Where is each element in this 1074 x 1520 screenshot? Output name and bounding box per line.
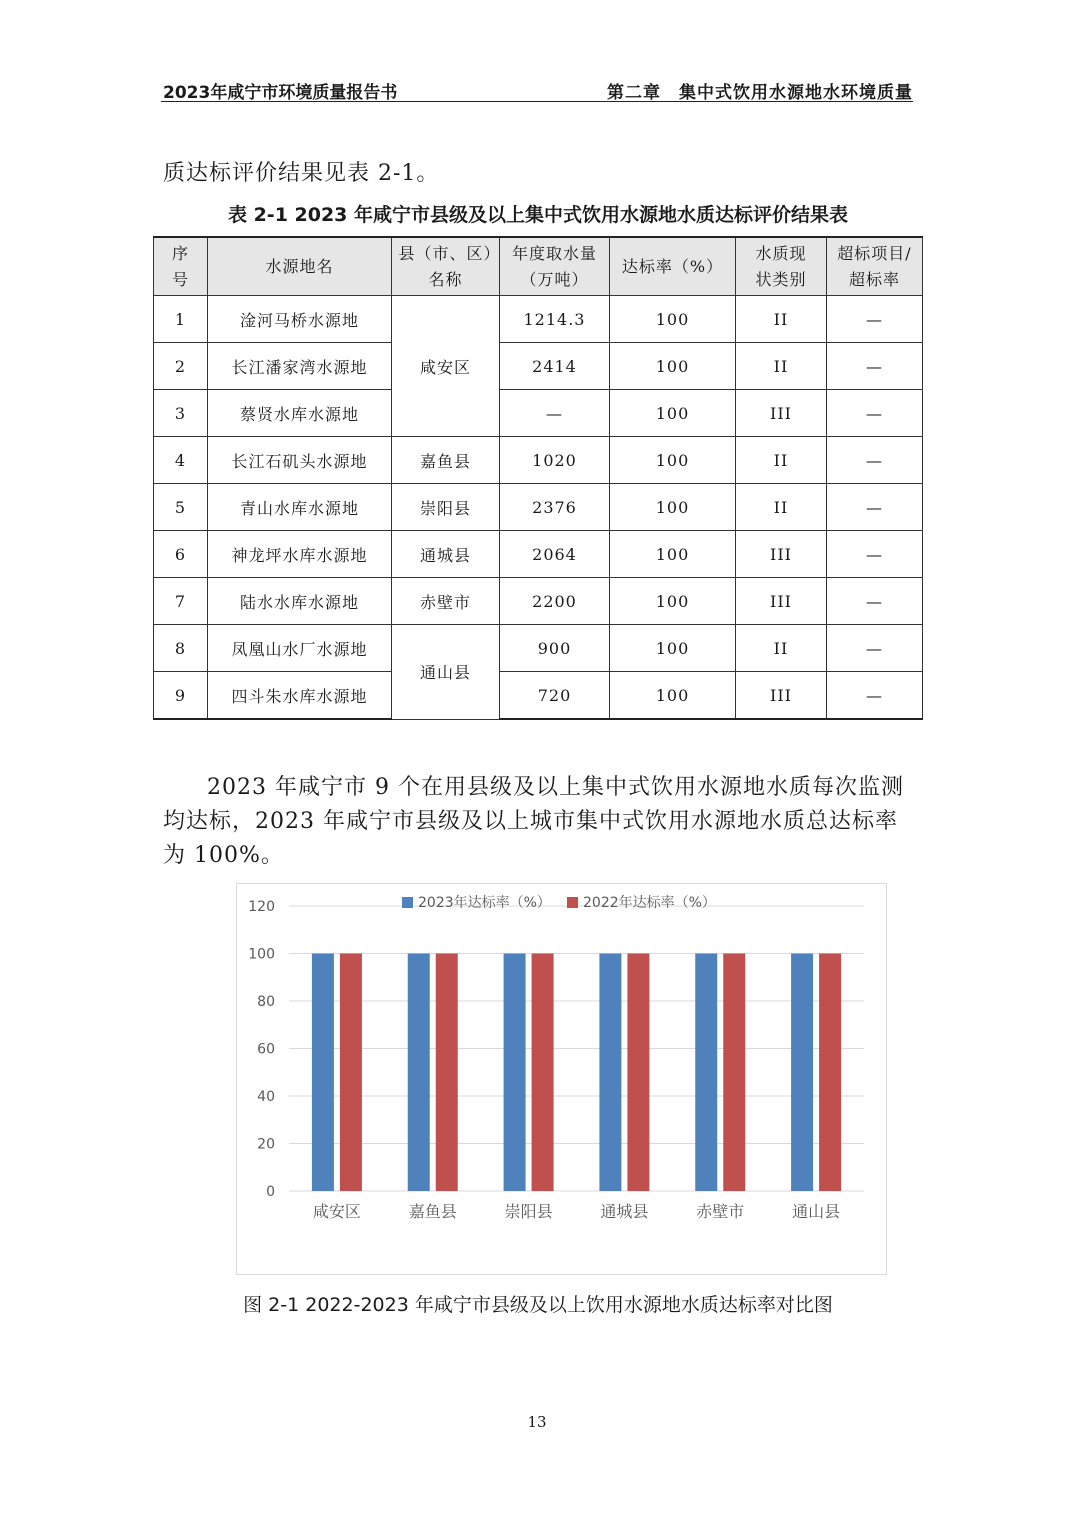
cell-name: 四斗朱水库水源地 (208, 672, 392, 720)
table-header-row (154, 237, 923, 296)
cell-exceed: — (827, 484, 923, 531)
cell-volume: — (500, 390, 610, 437)
col-header-name: 水源地名 (208, 237, 392, 296)
bar (340, 954, 362, 1192)
cell-county: 通山县 (392, 625, 500, 720)
bar (312, 954, 334, 1192)
bar (532, 954, 554, 1192)
x-category-label: 崇阳县 (504, 1202, 553, 1221)
cell-rate: 100 (610, 672, 736, 720)
cell-no: 6 (154, 531, 208, 578)
table-row (154, 672, 923, 720)
table-row (154, 531, 923, 578)
cell-rate: 100 (610, 437, 736, 484)
x-category-label: 嘉鱼县 (408, 1202, 457, 1221)
y-tick-label: 100 (248, 946, 275, 963)
col-header-county: 县（市、区）名称 (392, 237, 500, 296)
intro-paragraph: 质达标评价结果见表 2-1。 (163, 161, 440, 186)
cell-no: 8 (154, 625, 208, 672)
bar (408, 954, 430, 1192)
legend-swatch (567, 897, 578, 908)
header-chapter-title: 第二章 集中式饮用水源地水环境质量 (607, 83, 913, 103)
cell-rate: 100 (610, 578, 736, 625)
table-row (154, 625, 923, 672)
cell-county: 赤壁市 (392, 578, 500, 625)
cell-rate: 100 (610, 343, 736, 390)
col-header-no: 序号 (154, 237, 208, 296)
cell-name: 蔡贤水库水源地 (208, 390, 392, 437)
x-category-label: 通城县 (600, 1202, 649, 1221)
cell-rate: 100 (610, 296, 736, 343)
header-rule (161, 101, 913, 102)
cell-name: 青山水库水源地 (208, 484, 392, 531)
x-category-label: 赤壁市 (696, 1202, 745, 1221)
bar (791, 954, 813, 1192)
figure-caption: 图 2-1 2022-2023 年咸宁市县级及以上饮用水源地水质达标率对比图 (243, 1294, 833, 1316)
cell-exceed: — (827, 672, 923, 720)
cell-class: II (736, 343, 827, 390)
cell-no: 2 (154, 343, 208, 390)
bar (819, 954, 841, 1192)
cell-rate: 100 (610, 484, 736, 531)
table-row (154, 437, 923, 484)
table-row (154, 390, 923, 437)
cell-exceed: — (827, 625, 923, 672)
bar (436, 954, 458, 1192)
y-tick-label: 0 (266, 1184, 275, 1200)
cell-no: 4 (154, 437, 208, 484)
cell-no: 1 (154, 296, 208, 343)
table-caption: 表 2-1 2023 年咸宁市县级及以上集中式饮用水源地水质达标评价结果表 (227, 204, 849, 226)
cell-volume: 2414 (500, 343, 610, 390)
cell-no: 7 (154, 578, 208, 625)
cell-exceed: — (827, 390, 923, 437)
header-report-title: 2023年咸宁市环境质量报告书 (163, 83, 398, 103)
cell-class: II (736, 296, 827, 343)
cell-name: 凤凰山水厂水源地 (208, 625, 392, 672)
cell-class: III (736, 672, 827, 720)
cell-rate: 100 (610, 531, 736, 578)
col-header-rate: 达标率（%） (610, 237, 736, 296)
y-tick-label: 20 (257, 1136, 275, 1153)
cell-name: 长江石矶头水源地 (208, 437, 392, 484)
cell-volume: 720 (500, 672, 610, 720)
cell-exceed: — (827, 343, 923, 390)
cell-name: 长江潘家湾水源地 (208, 343, 392, 390)
cell-exceed: — (827, 437, 923, 484)
cell-exceed: — (827, 531, 923, 578)
cell-county: 通城县 (392, 531, 500, 578)
cell-no: 9 (154, 672, 208, 720)
cell-county: 嘉鱼县 (392, 437, 500, 484)
bar (504, 954, 526, 1192)
cell-class: II (736, 484, 827, 531)
y-tick-label: 40 (257, 1089, 275, 1105)
cell-no: 5 (154, 484, 208, 531)
chart-canvas (237, 884, 886, 1274)
cell-county: 崇阳县 (392, 484, 500, 531)
bar (599, 954, 621, 1192)
summary-paragraph: 2023 年咸宁市 9 个在用县级及以上集中式饮用水源地水质每次监测均达标，2023 年咸宁市县级及以上城市集中式饮用水源地水质总达标率为 100%。 (163, 775, 904, 868)
y-tick-label: 120 (248, 899, 275, 915)
cell-name: 淦河马桥水源地 (208, 296, 392, 343)
cell-volume: 2376 (500, 484, 610, 531)
cell-name: 陆水水库水源地 (208, 578, 392, 625)
cell-class: III (736, 531, 827, 578)
legend-swatch (402, 897, 413, 908)
y-tick-label: 60 (257, 1041, 275, 1058)
col-header-class: 水质现状类别 (736, 237, 827, 296)
cell-volume: 900 (500, 625, 610, 672)
cell-rate: 100 (610, 390, 736, 437)
cell-volume: 1020 (500, 437, 610, 484)
page-number: 13 (527, 1413, 547, 1431)
bar (627, 954, 649, 1192)
table-row (154, 296, 923, 343)
x-category-label: 通山县 (792, 1202, 841, 1221)
bar (695, 954, 717, 1192)
bar (723, 954, 745, 1192)
legend-label: 2023年达标率（%） (418, 895, 551, 911)
cell-rate: 100 (610, 625, 736, 672)
cell-class: III (736, 578, 827, 625)
cell-volume: 2064 (500, 531, 610, 578)
y-tick-label: 80 (257, 994, 275, 1010)
compliance-rate-chart (236, 883, 887, 1275)
table-row (154, 343, 923, 390)
col-header-exceed: 超标项目/超标率 (827, 237, 923, 296)
cell-volume: 2200 (500, 578, 610, 625)
table-row (154, 578, 923, 625)
col-header-volume: 年度取水量（万吨） (500, 237, 610, 296)
x-category-label: 咸安区 (312, 1202, 361, 1221)
cell-exceed: — (827, 578, 923, 625)
cell-class: II (736, 625, 827, 672)
cell-exceed: — (827, 296, 923, 343)
cell-volume: 1214.3 (500, 296, 610, 343)
cell-county: 咸安区 (392, 296, 500, 437)
water-quality-table (153, 236, 923, 720)
table-row (154, 484, 923, 531)
cell-class: II (736, 437, 827, 484)
cell-no: 3 (154, 390, 208, 437)
legend-label: 2022年达标率（%） (583, 895, 716, 911)
cell-name: 神龙坪水库水源地 (208, 531, 392, 578)
cell-class: III (736, 390, 827, 437)
